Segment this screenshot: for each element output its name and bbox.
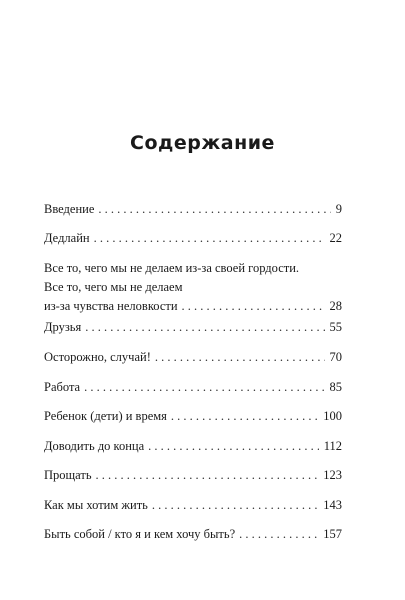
toc-entry (44, 525, 342, 544)
toc-entry-title: Дедлайн (44, 231, 90, 245)
toc-entry-line (44, 407, 342, 426)
toc-entry (44, 378, 342, 397)
toc-entry-line (44, 318, 342, 337)
toc-page-number: 28 (329, 299, 342, 313)
toc-entry-title: Работа (44, 380, 81, 394)
toc-entry-title: Как мы хотим жить (44, 498, 148, 512)
toc-page-number: 9 (335, 202, 342, 216)
toc-entry (44, 259, 342, 316)
toc-entry-line: Все то, чего мы не делаем (44, 280, 183, 294)
dot-leader (94, 229, 325, 248)
toc-page-number: 55 (329, 320, 342, 334)
dot-leader (98, 200, 330, 219)
toc-entry-line (44, 297, 342, 316)
toc-entry-line (44, 525, 342, 544)
dot-leader (96, 466, 319, 485)
toc-entry (44, 466, 342, 485)
toc-page-number: 123 (323, 468, 342, 482)
toc-entry-title: Прощать (44, 468, 92, 482)
page-title: Содержание (130, 132, 275, 154)
toc-entry-line (44, 466, 342, 485)
dot-leader (148, 437, 319, 456)
toc-entry (44, 229, 342, 248)
toc-entry (44, 318, 342, 337)
dot-leader (182, 297, 325, 316)
toc-entry-line (44, 200, 342, 219)
toc-entry (44, 496, 342, 515)
toc-entry-line (44, 496, 342, 515)
dot-leader (152, 496, 318, 515)
toc-entry-title: из-за чувства неловкости (44, 299, 178, 313)
dot-leader (155, 348, 325, 367)
toc-entry-title: Ребенок (дети) и время (44, 409, 167, 423)
toc-entry-title: Друзья (44, 320, 82, 334)
toc-entry-title: Введение (44, 202, 95, 216)
toc-page-number: 112 (323, 439, 342, 453)
dot-leader (85, 318, 324, 337)
toc-entry (44, 200, 342, 219)
toc-entry-line (44, 378, 342, 397)
toc-page-number: 100 (323, 409, 342, 423)
toc-entry-line (44, 437, 342, 456)
toc-entry-line (44, 348, 342, 367)
dot-leader (239, 525, 318, 544)
dot-leader (171, 407, 318, 426)
toc-entry-line: Все то, чего мы не делаем из-за своей гордости. (44, 261, 300, 275)
toc-entry (44, 437, 342, 456)
toc-entry (44, 348, 342, 367)
toc-entry (44, 407, 342, 426)
toc-page-number: 70 (329, 350, 342, 364)
toc-page-number: 157 (323, 527, 342, 541)
toc-entry-line (44, 229, 342, 248)
toc-page-number: 85 (329, 380, 342, 394)
toc-entry-title: Осторожно, случай! (44, 350, 151, 364)
toc-entry-title: Быть собой / кто я и кем хочу быть? (44, 527, 236, 541)
toc-entry-title: Доводить до конца (44, 439, 145, 453)
dot-leader (84, 378, 324, 397)
toc-page-number: 143 (323, 498, 342, 512)
toc-page-number: 22 (329, 231, 342, 245)
